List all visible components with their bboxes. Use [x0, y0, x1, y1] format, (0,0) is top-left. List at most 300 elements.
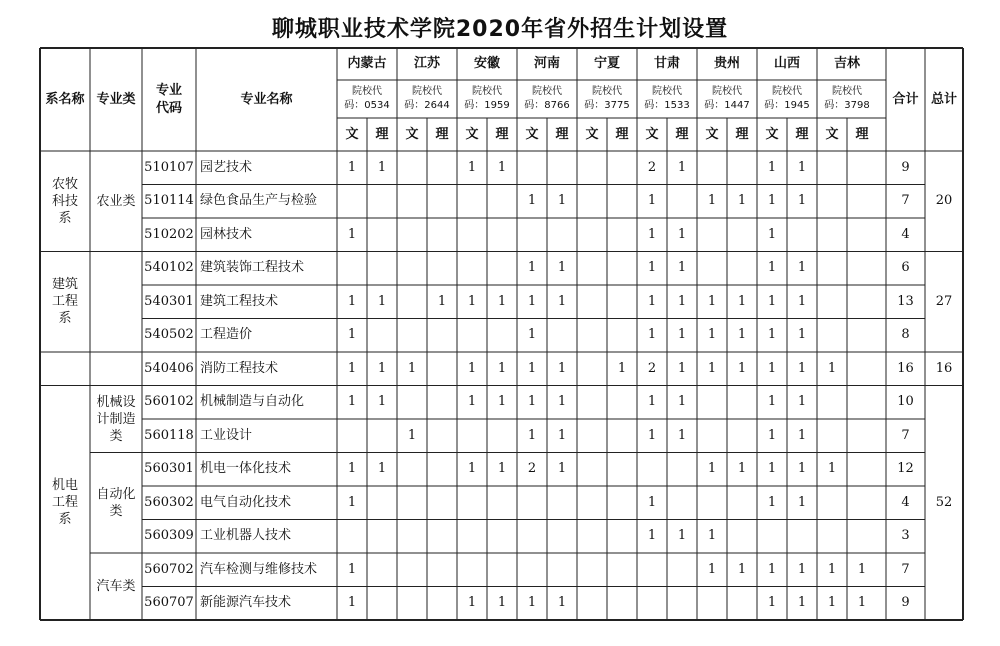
- plan-count: [367, 218, 397, 252]
- major-code: 560118: [144, 427, 194, 443]
- plan-count: [607, 185, 637, 219]
- plan-count: 1: [677, 360, 687, 376]
- major-name: 机电一体化技术: [200, 461, 292, 477]
- plan-count: [487, 486, 517, 520]
- plan-count: [427, 352, 457, 386]
- plan-count: [427, 218, 457, 252]
- major-code: 540406: [144, 360, 194, 376]
- major-name: 工程造价: [200, 327, 253, 343]
- plan-count: 1: [767, 595, 777, 611]
- province-name: 江苏: [413, 56, 440, 72]
- plan-count: 1: [767, 159, 777, 175]
- plan-count: 1: [707, 461, 717, 477]
- plan-count: [487, 218, 517, 252]
- plan-count: 1: [527, 595, 537, 611]
- plan-count: [517, 520, 547, 554]
- plan-count: [847, 352, 877, 386]
- plan-count: [487, 252, 517, 286]
- school-code-label: 院校代: [652, 86, 682, 97]
- plan-count: 1: [767, 360, 777, 376]
- plan-count: 1: [467, 461, 477, 477]
- plan-count: [397, 587, 427, 621]
- plan-count: [397, 252, 427, 286]
- province-name: 山西: [773, 56, 800, 72]
- plan-count: 1: [677, 260, 687, 276]
- row-total: 9: [901, 595, 910, 611]
- plan-count: 1: [857, 561, 867, 577]
- plan-count: [517, 486, 547, 520]
- category-name: [90, 252, 142, 353]
- plan-count: [727, 252, 757, 286]
- major-code: 560301: [144, 461, 194, 477]
- plan-count: [667, 553, 697, 587]
- grand-total: 52: [935, 494, 953, 510]
- sub-header-wen: 文: [465, 126, 479, 142]
- plan-count: [577, 218, 607, 252]
- plan-count: 1: [677, 226, 687, 242]
- plan-count: [847, 520, 877, 554]
- plan-count: 1: [467, 595, 477, 611]
- plan-count: 1: [767, 461, 777, 477]
- department-name: [40, 352, 90, 386]
- plan-count: [457, 185, 487, 219]
- plan-count: 1: [797, 461, 807, 477]
- plan-count: [487, 319, 517, 353]
- plan-count: [577, 486, 607, 520]
- plan-count: 2: [527, 461, 537, 477]
- category-name: 自动化类: [96, 486, 136, 519]
- province-name: 河南: [533, 56, 560, 72]
- plan-count: 1: [797, 327, 807, 343]
- plan-count: [457, 486, 487, 520]
- plan-count: [667, 486, 697, 520]
- plan-count: [457, 553, 487, 587]
- plan-count: [397, 218, 427, 252]
- plan-count: [607, 252, 637, 286]
- province-school-code: [577, 80, 637, 118]
- plan-count: 1: [707, 561, 717, 577]
- major-code: 540502: [144, 327, 194, 343]
- plan-count: [727, 151, 757, 185]
- category-name: [90, 352, 142, 386]
- plan-count: 1: [827, 561, 837, 577]
- plan-count: [847, 453, 877, 487]
- plan-count: [547, 486, 577, 520]
- plan-count: [847, 319, 877, 353]
- row-total: 6: [901, 260, 910, 276]
- plan-count: 1: [677, 394, 687, 410]
- category-name: 农业类: [96, 193, 136, 209]
- sub-header-li: 理: [735, 126, 749, 142]
- plan-count: 1: [497, 360, 507, 376]
- row-total: 4: [901, 226, 910, 242]
- sub-header-li: 理: [375, 126, 389, 142]
- plan-count: [487, 419, 517, 453]
- province-school-code: [697, 80, 757, 118]
- plan-count: [607, 419, 637, 453]
- plan-count: [697, 151, 727, 185]
- sub-header-li: 理: [855, 126, 869, 142]
- plan-count: [397, 520, 427, 554]
- plan-count: 1: [857, 595, 867, 611]
- row-total: 7: [901, 193, 910, 209]
- province-school-code: [517, 80, 577, 118]
- major-name: 园艺技术: [200, 159, 253, 175]
- plan-count: 1: [617, 360, 627, 376]
- plan-count: 1: [827, 595, 837, 611]
- plan-count: [607, 285, 637, 319]
- row-total: 9: [901, 159, 910, 175]
- plan-count: [337, 185, 367, 219]
- header-total: 合计: [892, 91, 919, 107]
- row-total: 7: [901, 427, 910, 443]
- province-name: 安徽: [473, 56, 500, 72]
- plan-count: [697, 486, 727, 520]
- major-code: 510107: [144, 159, 194, 175]
- school-code-value: 码：1945: [764, 100, 810, 111]
- header-code: 专业代码: [155, 82, 182, 116]
- plan-count: [397, 185, 427, 219]
- major-name: 建筑装饰工程技术: [200, 260, 305, 276]
- plan-count: [517, 553, 547, 587]
- plan-count: 1: [677, 293, 687, 309]
- plan-count: [697, 252, 727, 286]
- plan-count: [817, 386, 847, 420]
- sub-header-li: 理: [435, 126, 449, 142]
- school-code-value: 码：2644: [404, 100, 450, 111]
- header-name: 专业名称: [240, 91, 293, 107]
- plan-count: [427, 486, 457, 520]
- plan-count: [697, 218, 727, 252]
- school-code-label: 院校代: [832, 86, 862, 97]
- plan-count: [397, 553, 427, 587]
- plan-count: [457, 419, 487, 453]
- row-total: 10: [897, 394, 914, 410]
- grand-total: 20: [935, 193, 953, 209]
- plan-count: [607, 486, 637, 520]
- row-total: 4: [901, 494, 910, 510]
- major-name: 汽车检测与维修技术: [200, 561, 318, 577]
- sub-header-wen: 文: [765, 126, 779, 142]
- major-code: 510114: [144, 193, 194, 209]
- plan-count: 1: [707, 360, 717, 376]
- plan-count: 1: [347, 327, 357, 343]
- plan-count: [457, 520, 487, 554]
- plan-count: 1: [737, 293, 747, 309]
- plan-count: [787, 520, 817, 554]
- plan-count: [787, 218, 817, 252]
- plan-count: 1: [527, 293, 537, 309]
- school-code-label: 院校代: [532, 86, 562, 97]
- plan-count: [547, 553, 577, 587]
- plan-count: [817, 218, 847, 252]
- plan-count: [577, 419, 607, 453]
- plan-count: [487, 553, 517, 587]
- major-name: 机械制造与自动化: [200, 394, 305, 410]
- plan-count: 1: [467, 159, 477, 175]
- plan-count: 1: [827, 360, 837, 376]
- plan-count: [427, 151, 457, 185]
- category-name: 机械设计制造类: [96, 394, 136, 444]
- sub-header-wen: 文: [585, 126, 599, 142]
- plan-count: 1: [497, 293, 507, 309]
- plan-count: 1: [677, 427, 687, 443]
- plan-count: [397, 386, 427, 420]
- plan-count: 1: [707, 528, 717, 544]
- plan-count: 1: [797, 360, 807, 376]
- plan-count: [817, 185, 847, 219]
- plan-count: 1: [647, 528, 657, 544]
- plan-count: [817, 151, 847, 185]
- school-code-value: 码：3798: [824, 100, 870, 111]
- plan-count: [517, 151, 547, 185]
- plan-count: [337, 252, 367, 286]
- school-code-label: 院校代: [592, 86, 622, 97]
- plan-count: 1: [347, 394, 357, 410]
- department-name: 机电工程系: [51, 478, 78, 528]
- plan-count: [697, 587, 727, 621]
- major-code: 560702: [144, 561, 194, 577]
- school-code-value: 码：1447: [704, 100, 750, 111]
- plan-count: [577, 587, 607, 621]
- sub-header-wen: 文: [825, 126, 839, 142]
- plan-count: [817, 520, 847, 554]
- sub-header-li: 理: [555, 126, 569, 142]
- plan-count: [547, 520, 577, 554]
- major-code: 540301: [144, 293, 194, 309]
- row-total: 12: [897, 461, 914, 477]
- plan-count: [847, 185, 877, 219]
- grand-total: 16: [935, 360, 953, 376]
- plan-count: [607, 319, 637, 353]
- plan-count: 1: [767, 494, 777, 510]
- province-school-code: [817, 80, 877, 118]
- plan-count: 1: [377, 293, 387, 309]
- plan-count: [367, 520, 397, 554]
- major-code: 560102: [144, 394, 194, 410]
- plan-count: 1: [707, 193, 717, 209]
- plan-count: [847, 151, 877, 185]
- province-name: 贵州: [713, 56, 740, 72]
- plan-count: 1: [767, 427, 777, 443]
- plan-count: [427, 520, 457, 554]
- plan-count: 1: [557, 595, 567, 611]
- plan-count: [367, 252, 397, 286]
- plan-count: 1: [737, 327, 747, 343]
- plan-count: [667, 185, 697, 219]
- row-total: 16: [897, 360, 914, 376]
- plan-count: 1: [797, 159, 807, 175]
- plan-count: 1: [647, 394, 657, 410]
- school-code-value: 码：1533: [644, 100, 690, 111]
- plan-count: 1: [557, 193, 567, 209]
- plan-count: 1: [557, 260, 567, 276]
- plan-count: 1: [647, 427, 657, 443]
- plan-count: 1: [347, 494, 357, 510]
- plan-count: 1: [797, 260, 807, 276]
- plan-count: [337, 520, 367, 554]
- major-name: 新能源汽车技术: [200, 595, 292, 611]
- major-code: 560309: [144, 528, 194, 544]
- plan-count: 1: [497, 159, 507, 175]
- plan-count: 1: [767, 193, 777, 209]
- plan-count: 2: [647, 159, 657, 175]
- major-code: 540102: [144, 260, 194, 276]
- plan-count: 1: [467, 394, 477, 410]
- major-name: 绿色食品生产与检验: [200, 193, 318, 209]
- department-name: 建筑工程系: [51, 277, 78, 327]
- department-name: 农牧科技系: [51, 176, 78, 226]
- plan-count: [577, 386, 607, 420]
- plan-count: 1: [797, 394, 807, 410]
- plan-count: [547, 319, 577, 353]
- plan-count: 2: [647, 360, 657, 376]
- school-code-label: 院校代: [412, 86, 442, 97]
- school-code-label: 院校代: [712, 86, 742, 97]
- school-code-value: 码：0534: [344, 100, 390, 111]
- plan-count: [367, 486, 397, 520]
- plan-count: 1: [527, 427, 537, 443]
- province-school-code: [457, 80, 517, 118]
- plan-count: [547, 218, 577, 252]
- major-name: 工业机器人技术: [200, 528, 292, 544]
- plan-count: 1: [767, 561, 777, 577]
- plan-count: [367, 553, 397, 587]
- plan-count: [577, 185, 607, 219]
- plan-count: 1: [707, 293, 717, 309]
- plan-count: [697, 419, 727, 453]
- plan-count: [817, 419, 847, 453]
- plan-count: [367, 419, 397, 453]
- major-name: 园林技术: [200, 226, 253, 242]
- plan-count: [517, 218, 547, 252]
- plan-count: [577, 319, 607, 353]
- school-code-label: 院校代: [472, 86, 502, 97]
- plan-count: 1: [557, 427, 567, 443]
- school-code-label: 院校代: [772, 86, 802, 97]
- plan-count: 1: [407, 427, 417, 443]
- plan-count: [607, 218, 637, 252]
- plan-count: 1: [347, 226, 357, 242]
- plan-count: [607, 553, 637, 587]
- plan-count: 1: [797, 561, 807, 577]
- plan-count: 1: [767, 394, 777, 410]
- plan-count: [427, 553, 457, 587]
- row-total: 3: [901, 528, 910, 544]
- plan-count: 1: [647, 226, 657, 242]
- plan-count: [577, 453, 607, 487]
- school-code-value: 码：3775: [584, 100, 630, 111]
- plan-count: [337, 419, 367, 453]
- plan-count: [727, 419, 757, 453]
- sub-header-wen: 文: [645, 126, 659, 142]
- province-school-code: [757, 80, 817, 118]
- plan-count: 1: [677, 528, 687, 544]
- sub-header-li: 理: [675, 126, 689, 142]
- plan-count: [727, 218, 757, 252]
- school-code-value: 码：1959: [464, 100, 510, 111]
- plan-count: [727, 386, 757, 420]
- major-name: 工业设计: [200, 427, 253, 443]
- plan-count: [727, 587, 757, 621]
- province-school-code: [637, 80, 697, 118]
- plan-count: [847, 486, 877, 520]
- plan-count: 1: [497, 461, 507, 477]
- header-dept: 系名称: [45, 91, 85, 107]
- province-name: 宁夏: [593, 56, 620, 72]
- plan-count: 1: [767, 260, 777, 276]
- plan-count: 1: [467, 293, 477, 309]
- sub-header-wen: 文: [345, 126, 359, 142]
- plan-count: [727, 486, 757, 520]
- plan-count: 1: [797, 293, 807, 309]
- plan-count: 1: [527, 193, 537, 209]
- plan-count: [427, 185, 457, 219]
- plan-count: [427, 319, 457, 353]
- plan-count: 1: [737, 461, 747, 477]
- sub-header-li: 理: [615, 126, 629, 142]
- plan-count: [427, 419, 457, 453]
- plan-count: 1: [347, 293, 357, 309]
- plan-count: 1: [827, 461, 837, 477]
- major-name: 建筑工程技术: [200, 293, 279, 309]
- plan-count: [607, 587, 637, 621]
- plan-count: [637, 553, 667, 587]
- plan-count: 1: [647, 494, 657, 510]
- plan-count: [427, 386, 457, 420]
- plan-count: [847, 386, 877, 420]
- plan-count: [367, 587, 397, 621]
- plan-count: [397, 486, 427, 520]
- plan-count: 1: [527, 260, 537, 276]
- plan-count: 1: [377, 394, 387, 410]
- plan-count: [487, 185, 517, 219]
- plan-count: [547, 151, 577, 185]
- plan-count: [367, 185, 397, 219]
- plan-count: [367, 319, 397, 353]
- plan-count: 1: [647, 193, 657, 209]
- plan-count: 1: [377, 159, 387, 175]
- plan-count: [457, 218, 487, 252]
- plan-count: [817, 319, 847, 353]
- category-name: 汽车类: [96, 579, 136, 594]
- plan-count: 1: [347, 561, 357, 577]
- school-code-value: 码：8766: [524, 100, 570, 111]
- province-name: 内蒙古: [347, 56, 387, 72]
- province-name: 甘肃: [653, 56, 680, 72]
- plan-count: [757, 520, 787, 554]
- plan-count: [607, 520, 637, 554]
- plan-count: 1: [527, 327, 537, 343]
- plan-count: 1: [347, 360, 357, 376]
- plan-count: [847, 285, 877, 319]
- plan-count: 1: [557, 360, 567, 376]
- plan-count: 1: [377, 461, 387, 477]
- header-grand-total: 总计: [930, 91, 957, 107]
- plan-count: 1: [527, 394, 537, 410]
- plan-count: 1: [797, 427, 807, 443]
- plan-count: 1: [737, 193, 747, 209]
- plan-count: 1: [797, 193, 807, 209]
- plan-count: [577, 553, 607, 587]
- plan-count: [637, 453, 667, 487]
- sub-header-li: 理: [495, 126, 509, 142]
- plan-count: [397, 319, 427, 353]
- province-school-code: [397, 80, 457, 118]
- plan-count: [577, 252, 607, 286]
- plan-count: 1: [737, 360, 747, 376]
- plan-count: 1: [737, 561, 747, 577]
